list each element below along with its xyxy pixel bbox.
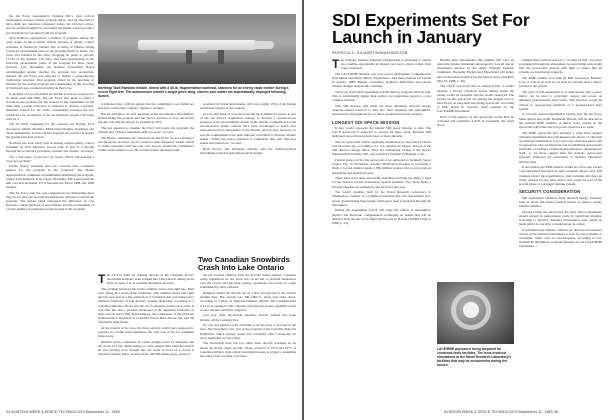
paragraph: The Air Force said the cost comparisons are misleading since they do not take into account the Pentagon's decision to stretch the program. The Senate panel expressed the difference in cost between a small purchase of test vehicles and the procurement of a larger number of production weapons later in the program. [6, 190, 94, 212]
paragraph: Dempsey pulled his aircraft out of a dive and ejected as the aircraft straight dips. The aircraft was 300-1,000 ft. down and came down, according to a Dept. of National Defense official. The Canadian-built CT-114 is equipped with a Rocket seat that has escape capability down to zero altitude and 60 kt. airspeed. [200, 291, 296, 312]
sdi-headline: SDI Experiments Set For Launch in January [332, 10, 530, 47]
right-col1-intro [332, 58, 431, 117]
left-col2 [98, 102, 194, 252]
paragraph: the Air Force Aeronautical Systems Div.'s joint tactical autonomous weapon system program office, said he expected to have eight test launches completed before the October review. Groves said he thought five successful test flights would provide a good indication to go ahead with the program. [6, 14, 94, 35]
paragraph: The Strategic Defense Initiative Organization is preparing to launch two satellite experiments in January on board a Delta rocket from Cape Canaveral. [332, 58, 431, 71]
drop-cap: T [98, 273, 106, 286]
right-col3-security [519, 196, 602, 249]
paragraph: The key question is whether the Navy will rejoin the program, the official said. "Their requirement didn't go away," he said. [98, 125, 194, 134]
paragraph: The accident involved the team's numbers seven and eight jets. Both were flying in a seven-plane formation, with numbers seven and eight aircraft were part of a five-plane-flow V formation that was doing part a diamond formation of four aircraft crossing diagonally, according to a Canadian Defense official and the two formations passed each other. It was after this that a problem developed in the departing formation of three aircraft led by Maj. Dan Dempsey, the commander of the 431st Air Demonstration Squadron at Canadian Forces Base Moose Jaw and the Snowbirds team leader. [98, 286, 194, 325]
paragraph: A decision on low-rate initial production is now not expected to be made until mid-1990. The Air Force also plans to select a second-source producer for the weapon in late September. At the same time a prime contractor is expected to develop a ground-launched version for the Army. Competition between the two contractors for production of the air-launched version will begin with lot 3. [6, 91, 94, 121]
paragraph: Both Groves and Pentagon officials said the Northrop/Texas Instruments team has performed well in testing. [200, 146, 296, 155]
paragraph: satellite that would be used as a "scoring facility" for lasers propagated through the atmosphere, he said. Initial tests would find the spacecraft's sensors with light to ensure that all systems are functioning properly. [519, 58, 602, 75]
paragraph: Government and industry officials are directed an extensive review of the planned experiments to look for any problems or oversights. There were no showstoppers, according to Col. William M. Brickhurst, program manager for the LACE/RME experiment. > [519, 227, 602, 249]
paragraph: Northrop has done fairly well in turning around quality control problems on Tacit Rainbow, Groves said, as part of a moving through the acceptance procedure "quicker and cleaner," he noted. [6, 140, 94, 153]
paragraph: Tacit Rainbow experienced a number of problems during the early stages of the program, mainly because of quality control problems at Northrop's Ventura Div. A string of failures during contractor development tests on the program made by nearly two years and resulted in the Navy dropping its plans to procure 11,762 of the missiles. The Navy had been participating in the full-scale development phase of the program for three years, however. Last December, the Defense Acquisition Board recommended against moving the program into production. Instead, the Air Force was directed to initiate a preproduction verification program. That program called for the purchase of missiles for the testing program and continuation of line proofing at Northrop's new production facility in Perry, Ga. [6, 36, 94, 91]
byline: PATRICIA A. GILMARTIN/WASHINGTON [332, 51, 408, 55]
paragraph: The two spacecraft will be separately manifested for the January launch several weeks ago, according to Lt. Col. Thomas W. Meyer, director of the SDI directed energy office. They are undergoing testing at the Navy's Patuxent River facility, Md., and contractor facilities in Boulder, Colo. [332, 140, 431, 157]
right-col1 [332, 58, 431, 410]
story2-col3 [200, 273, 296, 408]
paragraph: Ground testing has shown that the relay mirror experiment should exceed its performance goals by significant margins, according to Orndorf. Detailed performance data cannot be made public for security considerations, he added. [519, 209, 602, 226]
story2-col2 [98, 273, 194, 408]
right-page [304, 0, 608, 420]
photo-caption: Northrop Tacit Rainbow missile, armed with a 40-lb. fragmentation warhead, searches for an enemy radar emitter during a recent flight test. The autonomous missile's single-piece wing, sleeves and rudder are automatically deployed following launch. [98, 86, 289, 99]
paragraph: Earlier testing problems and cost concerns have weakened support for the program in the Congress. The House Appropriations committee recommended terminating the program, saying Tacit Rainbow is no longer affordable. The panel noted the unit cost had increased 375% between the Fiscal 1988 and 1990 budgets. [6, 164, 94, 190]
paragraph: Groves said issue of a second-sourcing Tacit Rainbow's seeker is part of the Air Force's acquisition strategy to develop a second-source producer of the air-breathing version of the missile. Competitors for the second-source prime contract have been encouraged to select new subcontractors for subsystems of the missile, Groves said, however, so specific requirements have been imposed on bidders to develop another seeker. "When the source selection is completed, they will find new seeker subcontractors," he said. [200, 111, 296, 145]
right-footer: AVIATION WEEK & SPACE TECHNOLOGY/September 11, 1989 35 [444, 410, 558, 414]
paragraph: The CT-114 Tutor jet training aircraft of the Canadian Forces' Snowbirds aerobatic team crashed into Lake Ontario during an air show on Sept. 3 in an accident that killed one pilot. [98, 273, 194, 286]
paragraph: aircraft crashed offshore from the Toronto Island Airport. Canadian safety regulations do not allow jets on aircraft to perform maneuvers over the crowd, and the basic parting operations over water, in a line established by show officials. [200, 273, 296, 290]
paragraph: Total cost of the SDI experiment is $250 million, program officials said. This is substantially higher than earlier cost projections keyed to a less complex mission. [332, 90, 431, 103]
lace-photo-caption: LACE/RME payload is being prepared for combined tests facilities. The tests involved simulations at the Naval Research Laboratory's facilities that may be encountered during the launch. [437, 347, 512, 368]
paragraph: It also would represent the longest SDI space mission to date. The LACE spacecraft is expected to operate for three years. Previous SDI dedicated space missions have been of short duration. [332, 126, 431, 139]
paragraph: The House committee also criticized the Air Force for not selecting a second-source producer for the weapon's radio frequency seeker, which it claims represents half the total cost. Groves denied the committee's claims on the seeker's cost. He said the seeker, developed and [98, 135, 194, 153]
paragraph: The Snowbirds have lost two other Tutor aircraft accidents an air shows involving single aircraft. Those occurred in 1972 and 1977. A Canadian military fight safety investigation team is trying to determine the cause of the accident at Toronto. [200, 341, 296, 358]
lace-rme-photo [437, 282, 514, 344]
paragraph: Number seven, continued on a path straight down by Dempsey and the crown by Capt. Shane Antaya to crash. Antaya died when the aircraft he was piloting dove straight into the water in front of a crowd at Toronto's Ontario Place, located about 100-300 meters away. Antaya's [98, 339, 194, 357]
paragraph: Besides laser experiments, this satellite will carry an ultraviolet plume instrument developed by Lowell and an experiment devised by the Army Strategic Defense Command. The Army Background Experiment will gather data on the natural neutron background in space (AW&ST May 16, 1988, p. 49). [437, 58, 514, 83]
right-col2 [437, 58, 514, 280]
paragraph: There have been three successful launches involving the Delta 2 used for the Navstar Global Positioning System satellites. Two more Delta 2 Navstar launches are planned by the Air Force this year. [332, 176, 431, 189]
tacit-rainbow-photo [98, 14, 296, 84]
paragraph: But he said there are still questions about the missile's affordability. Restructuring the program and the Navy's decision to drop out moves the unit cost still moving up by as much as 20%. [98, 111, 194, 125]
right-col3-body [519, 58, 602, 186]
right-col1-body [332, 126, 431, 225]
snowbirds-headline: Two Canadian Snowbirds Crash Into Lake Ontario [198, 255, 290, 273]
paragraph: Last year, three Snowbirds' aerobatic aircraft crashed into Lake Ontario off the Canada's Pier. [200, 313, 296, 322]
paragraph: The LACE/RME mission—for Low-power Atmospheric Compensation Experiment and Relay Mirror Experiment—had been planned for launch in August, 1988. Budget constraints, technical difficulties and launch vehicle changes delayed this schedule. [332, 71, 431, 89]
paragraph: The RME satellite was built by Ball Aerospace, Boulder, Colo. It will be in orbit for at least six months with a mirror pointed to the ground. [519, 76, 602, 89]
left-col3 [200, 102, 296, 252]
paragraph: At the bottom of the loop, the three aircraft, which were supposed to separate as a bomb burst maneuver, but only one of the two wingmen broke away. [98, 325, 194, 339]
paragraph: "It's a real sense of success," he noted. "We're still keeping a close eye on them." [6, 154, 94, 163]
paragraph: produced by Texas Instruments, will cost roughly 20% of the full-up production version of the weapon. [200, 102, 296, 111]
paragraph: Each of the sensors on the spacecraft would then be activated and examined. LACE is essentially the target board [437, 115, 514, 128]
paragraph: The goal of this experiment is to demonstrate that a space mirror can be used to accurately capture and power on uplinked ground-based laser beam. This function would be critical to space-based elements of a ground-based laser system. [519, 90, 602, 111]
paragraph: A Colorado-based experimental facility near the Air Force Maui optical site on Mt. Haleakala, Hawaii, will be directed at the orbiting RME satellite. A mirror array carried on the spacecraft will reflect the low-power beam back to earth. [519, 112, 602, 129]
left-page [0, 0, 302, 420]
paragraph: The RME spacecraft also includes a solid head angular vibration experiment that will measure the effects of vibration on platform stabilization. It is a new type of motion sensor that is expected to play an important role in stabilizing space-based platforms, according to Allied Signal Aerospace, Albuquerque, N.M., to be more rugged than the delicate gyroscopes typically employed by researchers to measure vibrations, Orndorf said. [519, 130, 602, 164]
paragraph: This SDI mission will mark the most ambitious directed energy weapons-related research to date into laser targeting and atmospheric perturbation with application to a future ground-based laser weapon. [332, 104, 431, 117]
drop-cap: T [332, 58, 340, 71]
paragraph: No one was injured on the shoreline or in the boats or in boats in the area. The Snowbirds were part of the program of the Canadian National Exhibition, which feature weeks and concludes with a three-day air show beginning on Labor Day. [200, 323, 296, 340]
paragraph: The six firms competing for the contracts are Boeing, Ford Aerospace, Martin Marietta, McDonnell Douglas, Raytheon and Texas Instruments. Groves said he expected the contract to supply the ground-launched version. [6, 122, 94, 139]
paragraph: The LACE satellite, built by the Naval Research Laboratory in Washington, consists of a cylindrical structure that will characterize low-power ground-based laser beams which have been propagated through the atmosphere. [332, 190, 431, 207]
paragraph: A Defense Dept. official agreed that the committee's cost claims are specious, in that they compare "apples to oranges." [98, 102, 194, 111]
paragraph: The LACE spacecraft will be deployed first. It would undergo a 60-day checkout period during which the panels would be unfolded and the booms deployed. The booms on this spacecraft are among the longest ever to have flown on long-term free-flying spacecraft, according to Maj. David E. Orndorf, chief scientist for the LACE/RME experiment. [437, 84, 514, 114]
subhead-security: SECURITY CONSIDERATION [519, 189, 581, 195]
right-col3 [519, 58, 602, 410]
paragraph: SDI researchers envision using directed energy weapons, such as lasers and neutral particle beams, to destroy enemy ballistic missiles. [519, 195, 602, 208]
subhead-longest-mission: LONGEST SDI SPACE MISSION [332, 119, 400, 125]
paragraph: Present plans call for the spacecraft to be delivered to Kennedy Space Center, Fla., in November. Another McDonnell Douglas is providing a Delta 2 for the mission under a $50 million contract that covers payload integration and launch services. [332, 158, 431, 175]
left-col1 [6, 14, 94, 410]
paragraph: During the experiment, LACE will study the effects of atmospheric physics and electronic compensation techniques on beams that will be directed from the Air Force Maui Optical site in Hawaii (AW&ST July 4, 1988, p. 52). [332, 208, 431, 225]
paragraph: If successful, the RME mission would be a first step toward a ground-based free-electron laser program, Meyer said. SDI planners expect the experiment to yield valuable data that can verify designs for the relay mirror that would be part of the second phase of a strategic defense system. [519, 165, 602, 186]
left-footer: 34 AVIATION WEEK & SPACE TECHNOLOGY/September 11, 1989 [6, 410, 120, 414]
